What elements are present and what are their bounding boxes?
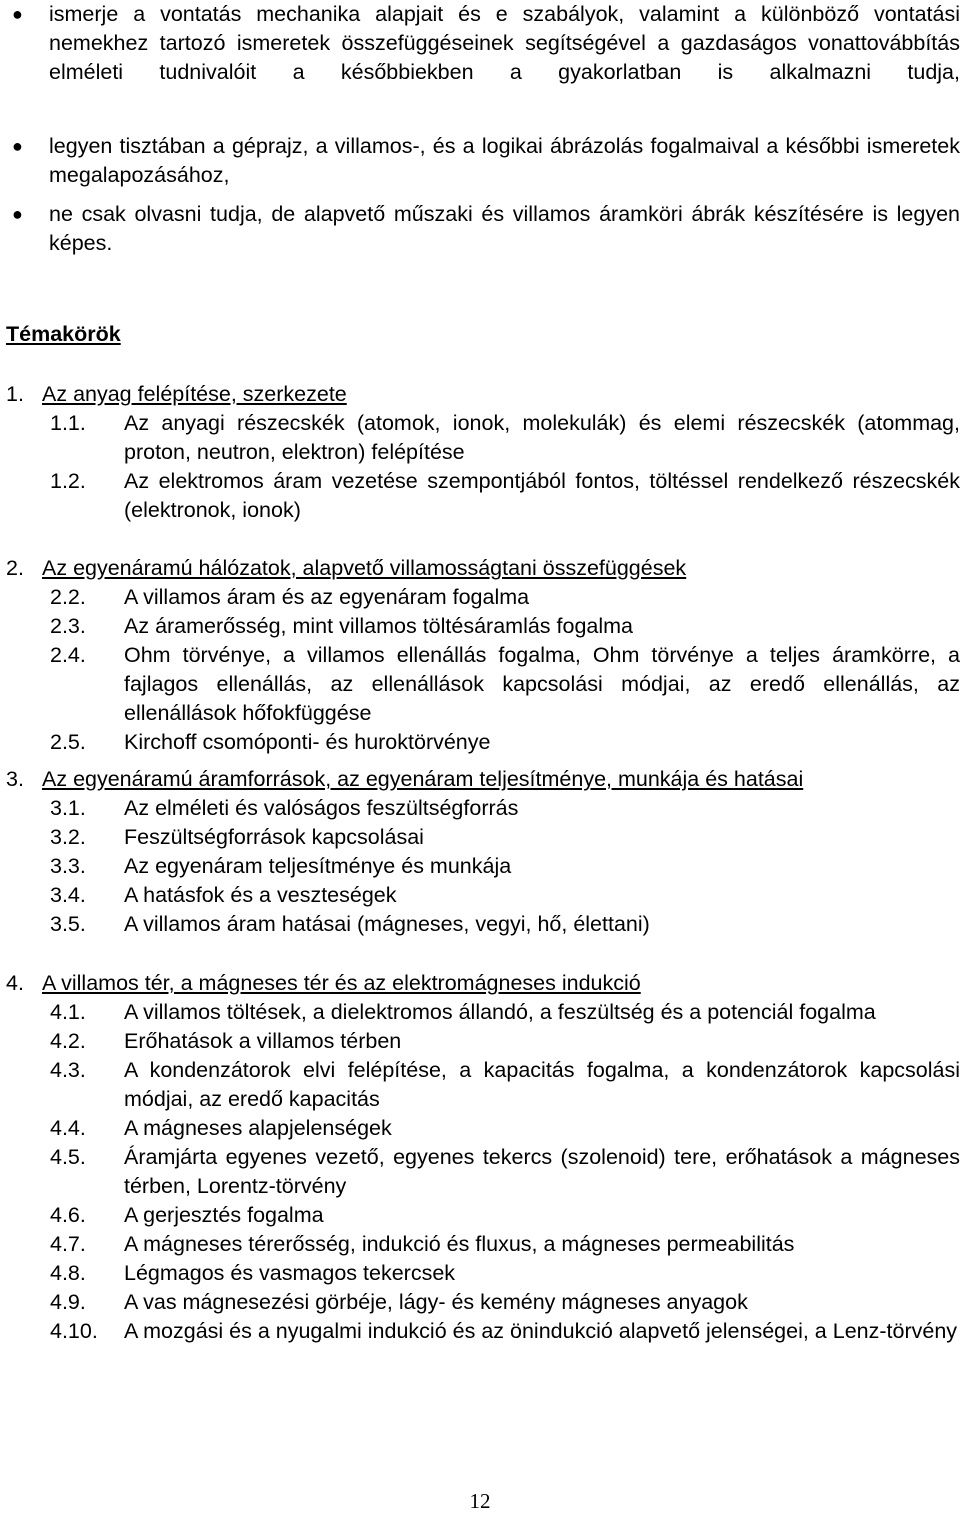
subtopic — [0, 612, 960, 641]
topic-title: Az egyenáramú hálózatok, alapvető villamosságtani összefüggések — [42, 556, 687, 580]
subtopic — [0, 998, 960, 1027]
subtopic — [0, 1201, 960, 1230]
subtopic-text: Az elektromos áram vezetése szempontjából fontos, töltéssel rendelkező részecskék (elektronok, ionok) — [124, 469, 960, 522]
subtopic — [0, 728, 960, 757]
subtopic-number: 3.4. — [50, 883, 86, 907]
topic-heading — [0, 969, 960, 998]
bullet-icon: ● — [12, 136, 23, 156]
topic-heading — [0, 554, 960, 583]
subtopic-text: A vas mágnesezési görbéje, lágy- és kemény mágneses anyagok — [124, 1290, 748, 1314]
subtopic-number: 4.10. — [50, 1319, 98, 1343]
subtopic-text: Az egyenáram teljesítménye és munkája — [124, 854, 512, 878]
subtopic-text: Az áramerősség, mint villamos töltésáramlás fogalma — [124, 614, 634, 638]
topic-title: Az anyag felépítése, szerkezete — [42, 382, 347, 406]
subtopic — [0, 1056, 960, 1114]
subtopic — [0, 1114, 960, 1143]
subtopic — [0, 641, 960, 728]
subtopic-number: 2.4. — [50, 643, 86, 667]
subtopic-text: A villamos áram hatásai (mágneses, vegyi, hő, élettani) — [124, 912, 650, 936]
subtopic-number: 4.8. — [50, 1261, 86, 1285]
subtopic-text: Áramjárta egyenes vezető, egyenes tekercs (szolenoid) tere, erőhatások a mágneses térben, Lorentz-törvény — [124, 1145, 960, 1198]
subtopic-text: A mágneses térerősség, indukció és fluxus, a mágneses permeabilitás — [124, 1232, 795, 1256]
subtopic-text: Légmagos és vasmagos tekercsek — [124, 1261, 456, 1285]
subtopic-number: 3.3. — [50, 854, 86, 878]
subtopic-text: A mozgási és a nyugalmi indukció és az önindukció alapvető jelenségei, a Lenz-törvény — [124, 1319, 958, 1343]
subtopic-text: A gerjesztés fogalma — [124, 1203, 324, 1227]
subtopic-text: Erőhatások a villamos térben — [124, 1029, 402, 1053]
bullet-text: ismerje a vontatás mechanika alapjait és e szabályok, valamint a különböző vontatási nemekhez tartozó ismeretek összefüggéseinek segítségével a gazdaságos vonattovábbítás elméleti tudnivalóit a későbbiekben a gyakorlatban is alkalmazni tudja, — [49, 2, 960, 84]
subtopic — [0, 409, 960, 467]
subtopic-number: 2.5. — [50, 730, 86, 754]
bullet-item — [0, 200, 960, 287]
topic-title: A villamos tér, a mágneses tér és az elektromágneses indukció — [42, 971, 641, 995]
subtopic-text: A hatásfok és a veszteségek — [124, 883, 397, 907]
subtopic-number: 4.4. — [50, 1116, 86, 1140]
subtopic-number: 2.2. — [50, 585, 86, 609]
bullet-icon: ● — [12, 204, 23, 224]
bullet-text: legyen tisztában a géprajz, a villamos-, és a logikai ábrázolás fogalmaival a későbbi ismeretek megalapozásához, — [49, 134, 960, 187]
bullet-item — [0, 0, 960, 116]
subtopic-number: 1.1. — [50, 411, 86, 435]
subtopic-number: 4.1. — [50, 1000, 86, 1024]
topic — [0, 765, 960, 939]
topic-number: 4. — [6, 971, 24, 995]
topic-number: 3. — [6, 767, 24, 791]
subtopic — [0, 1143, 960, 1201]
subtopic-text: Az anyagi részecskék (atomok, ionok, molekulák) és elemi részecskék (atommag, proton, neutron, elektron) felépítése — [124, 411, 960, 464]
subtopic-number: 3.1. — [50, 796, 86, 820]
subtopic — [0, 1317, 960, 1346]
subtopic-number: 4.9. — [50, 1290, 86, 1314]
topic-number: 2. — [6, 556, 24, 580]
subtopic — [0, 1288, 960, 1317]
subtopic — [0, 467, 960, 525]
topic-heading — [0, 765, 960, 794]
bullet-icon: ● — [12, 4, 23, 24]
subtopic — [0, 583, 960, 612]
subtopic-number: 4.3. — [50, 1058, 86, 1082]
subtopic-text: Az elméleti és valóságos feszültségforrás — [124, 796, 519, 820]
subtopic-number: 3.5. — [50, 912, 86, 936]
subtopic-text: A villamos töltések, a dielektromos állandó, a feszültség és a potenciál fogalma — [124, 1000, 876, 1024]
section-title: Témakörök — [6, 322, 121, 346]
topic — [0, 380, 960, 525]
subtopic — [0, 1230, 960, 1259]
subtopic — [0, 1259, 960, 1288]
subtopic — [0, 881, 960, 910]
subtopic-number: 4.6. — [50, 1203, 86, 1227]
subtopic-text: A kondenzátorok elvi felépítése, a kapacitás fogalma, a kondenzátorok kapcsolási módjai, az eredő kapacitás — [124, 1058, 960, 1111]
topic-number: 1. — [6, 382, 24, 406]
subtopic-text: Feszültségforrások kapcsolásai — [124, 825, 424, 849]
subtopic-number: 3.2. — [50, 825, 86, 849]
topic — [0, 969, 960, 1346]
subtopic-text: A villamos áram és az egyenáram fogalma — [124, 585, 530, 609]
subtopic-number: 1.2. — [50, 469, 86, 493]
bullet-text: ne csak olvasni tudja, de alapvető műszaki és villamos áramköri ábrák készítésére is legyen képes. — [49, 202, 960, 255]
subtopic — [0, 852, 960, 881]
subtopic-number: 4.7. — [50, 1232, 86, 1256]
subtopic-text: A mágneses alapjelenségek — [124, 1116, 392, 1140]
topic — [0, 554, 960, 757]
subtopic — [0, 910, 960, 939]
subtopic-text: Ohm törvénye, a villamos ellenállás fogalma, Ohm törvénye a teljes áramkörre, a fajlagos ellenállás, az ellenállások kapcsolási módjai, az eredő ellenállás, az ellenállások hőfokfüggése — [124, 643, 960, 725]
subtopic-number: 4.5. — [50, 1145, 86, 1169]
topic-heading — [0, 380, 960, 409]
subtopic-number: 2.3. — [50, 614, 86, 638]
subtopic — [0, 794, 960, 823]
page-number: 12 — [469, 1489, 491, 1513]
subtopic — [0, 823, 960, 852]
subtopic-text: Kirchoff csomóponti- és huroktörvénye — [124, 730, 491, 754]
topic-title: Az egyenáramú áramforrások, az egyenáram teljesítménye, munkája és hatásai — [42, 767, 804, 791]
subtopic-number: 4.2. — [50, 1029, 86, 1053]
subtopic — [0, 1027, 960, 1056]
